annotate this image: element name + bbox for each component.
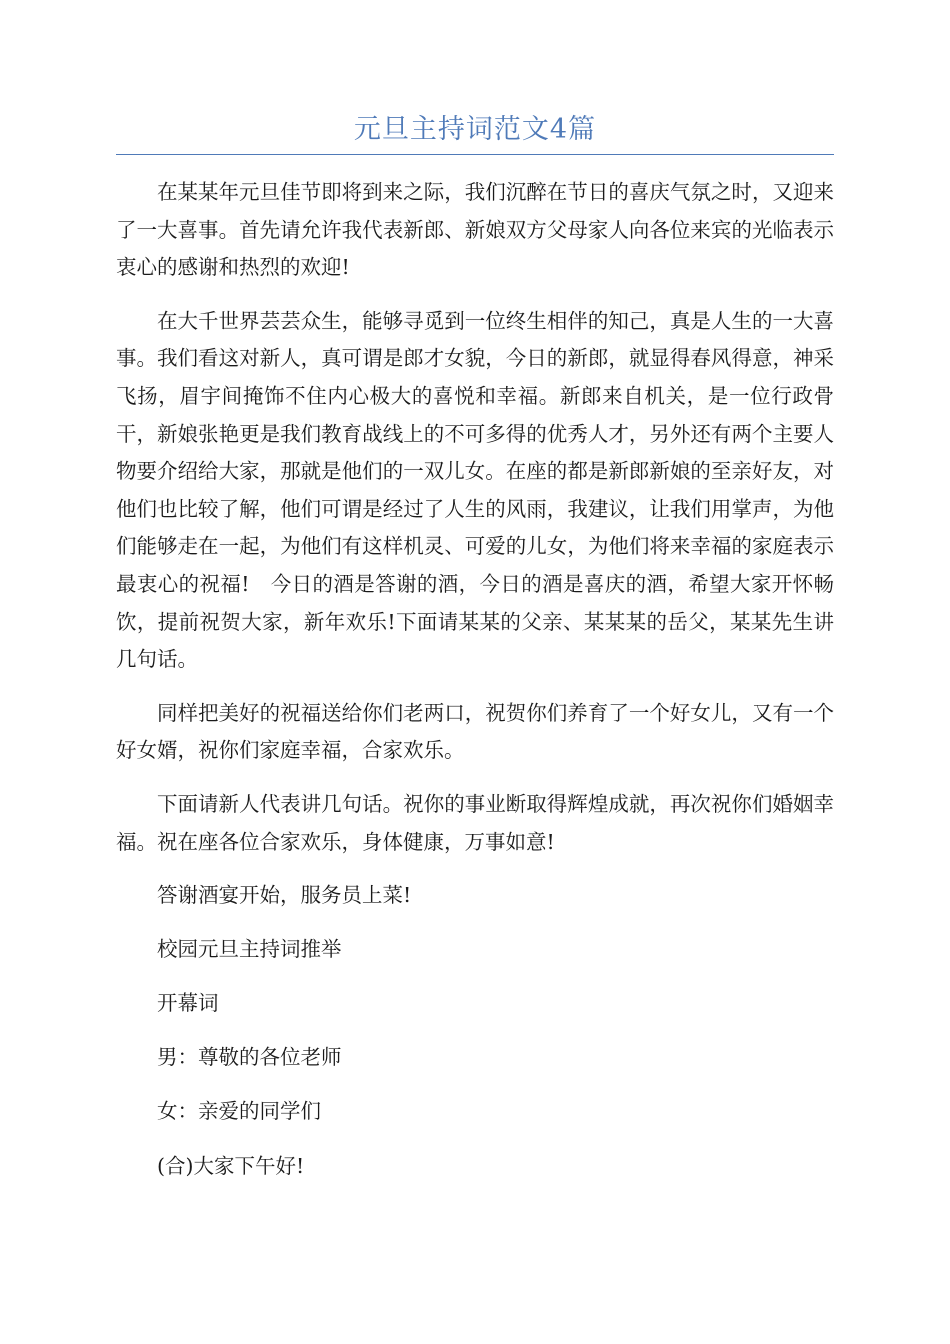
paragraph-new-year-welcome: 在某某年元旦佳节即将到来之际，我们沉醉在节日的喜庆气氛之时，又迎来了一大喜事。首先请允许我代表新郎、新娘双方父母家人向各位来宾的光临表示衷心的感谢和热烈的欢迎! — [116, 180, 834, 280]
paragraph-newlyweds-speech: 下面请新人代表讲几句话。祝你的事业断取得辉煌成就，再次祝你们婚姻幸福。祝在座各位合家欢乐，身体健康，万事如意! — [116, 791, 834, 854]
paragraph-banquet-start: 答谢酒宴开始，服务员上菜! — [157, 883, 412, 908]
paragraph-parents-blessing: 同样把美好的祝福送给你们老两口，祝贺你们养育了一个好女儿，又有一个好女婿，祝你们家庭幸福，合家欢乐。 — [116, 700, 834, 763]
line-female-host: 女：亲爱的同学们 — [157, 1099, 321, 1124]
document-title: 元旦主持词范文4篇 — [353, 114, 597, 145]
section-heading-campus-hosting: 校园元旦主持词推举 — [157, 937, 342, 962]
line-joint-greeting: (合)大家下午好! — [157, 1153, 305, 1178]
section-heading-opening-speech: 开幕词 — [157, 991, 219, 1016]
paragraph-couple-introduction: 在大千世界芸芸众生，能够寻觅到一位终生相伴的知己，真是人生的一大喜事。我们看这对新人，真可谓是郎才女貌，今日的新郎，就显得春风得意，神采飞扬，眉宇间掩饰不住内心极大的喜悦和幸福。新郎来自机关，是一位行政骨干，新娘张艳更是我们教育战线上的不可多得的优秀人才，另外还有两个主要人物要介绍给大家，那就是他们的一双儿女。在座的都是新郎新娘的至亲好友，对他们也比较了解，他们可谓是经过了人生的风雨，我建议，让我们用掌声，为他们能够走在一起，为他们有这样机灵、可爱的儿女，为他们将来幸福的家庭表示最衷心的祝福! 今日的酒是答谢的酒，今日的酒是喜庆的酒，希望大家开怀畅饮，提前祝贺大家，新年欢乐!下面请某某的父亲、某某某的岳父，某某先生讲几句话。 — [116, 308, 834, 672]
title-underline — [116, 154, 834, 155]
line-male-host: 男：尊敬的各位老师 — [157, 1045, 342, 1070]
document-body — [116, 174, 834, 1202]
